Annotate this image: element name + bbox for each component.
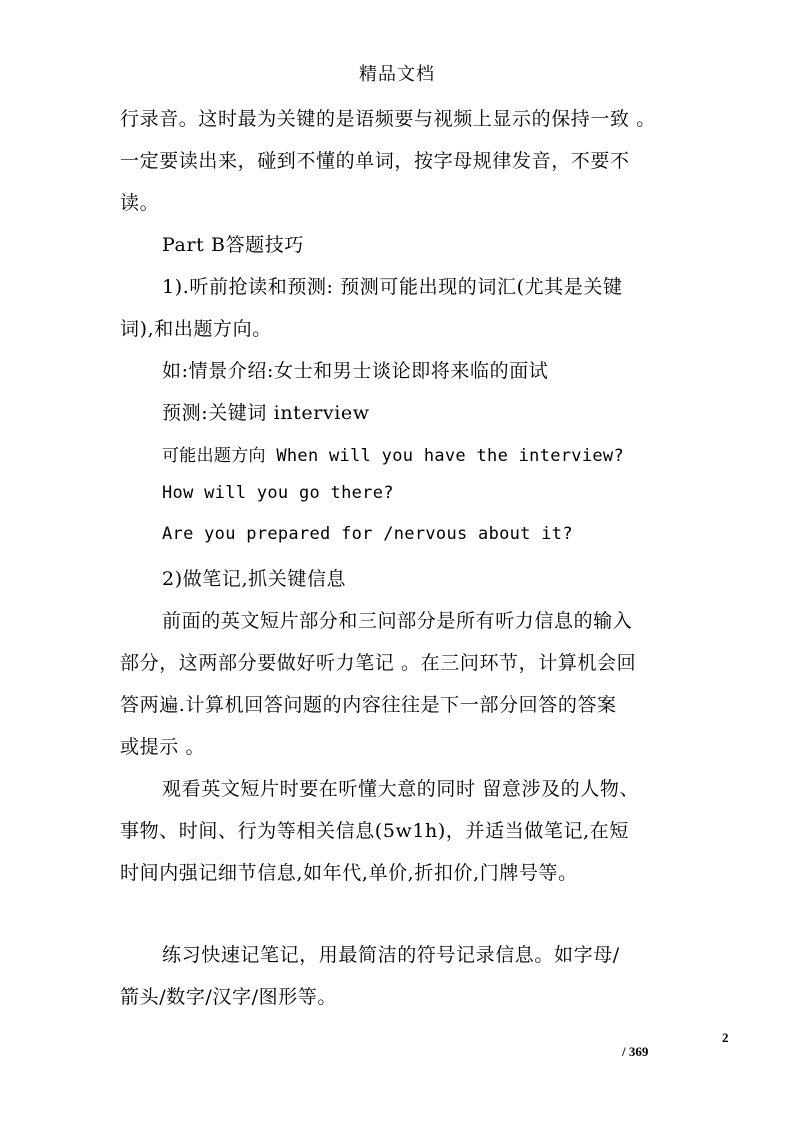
paragraph-line: 前面的英文短片部分和三问部分是所有听力信息的输入 [162,610,633,632]
section-heading: Part B答题技巧 [162,234,304,256]
page-header-title: 精品文档 [359,64,435,85]
paragraph-line: 读。 [120,192,160,214]
example-question: How will you go there? [162,483,394,503]
paragraph-line: 1).听前抢读和预测: 预测可能出现的词汇(尤其是关键 [162,276,623,298]
page-total: / 369 [622,1044,649,1059]
paragraph-line: 时间内强记细节信息,如年代,单价,折扣价,门牌号等。 [120,862,578,884]
example-question: 可能出题方向 When will you have the interview? [162,446,624,466]
example-question: Are you prepared for /nervous about it? [162,524,573,544]
paragraph-line: 箭头/数字/汉字/图形等。 [120,986,338,1008]
paragraph-line: 练习快速记笔记，用最简洁的符号记录信息。如字母/ [162,944,620,966]
paragraph-line: 行录音。这时最为关键的是语频要与视频上显示的保持一致 。 [120,108,656,130]
paragraph-line: 词),和出题方向。 [120,318,272,340]
paragraph-line: 部分，这两部分要做好听力笔记 。在三问环节，计算机会回 [120,652,637,674]
paragraph-line: 如:情景介绍:女士和男士谈论即将来临的面试 [162,360,549,382]
paragraph-line: 或提示 。 [120,736,206,758]
page-number: 2 [722,1030,729,1045]
paragraph-line: 观看英文短片时要在听懂大意的同时 留意涉及的人物、 [162,778,640,800]
paragraph-line: 预测:关键词 interview [162,402,370,424]
paragraph-line: 一定要读出来，碰到不懂的单词，按字母规律发音，不要不 [120,150,630,172]
section-heading: 2)做笔记,抓关键信息 [162,568,347,590]
paragraph-line: 事物、时间、行为等相关信息(5w1h)，并适当做笔记,在短 [120,820,629,842]
paragraph-line: 答两遍.计算机回答问题的内容往往是下一部分回答的答案 [120,694,617,716]
